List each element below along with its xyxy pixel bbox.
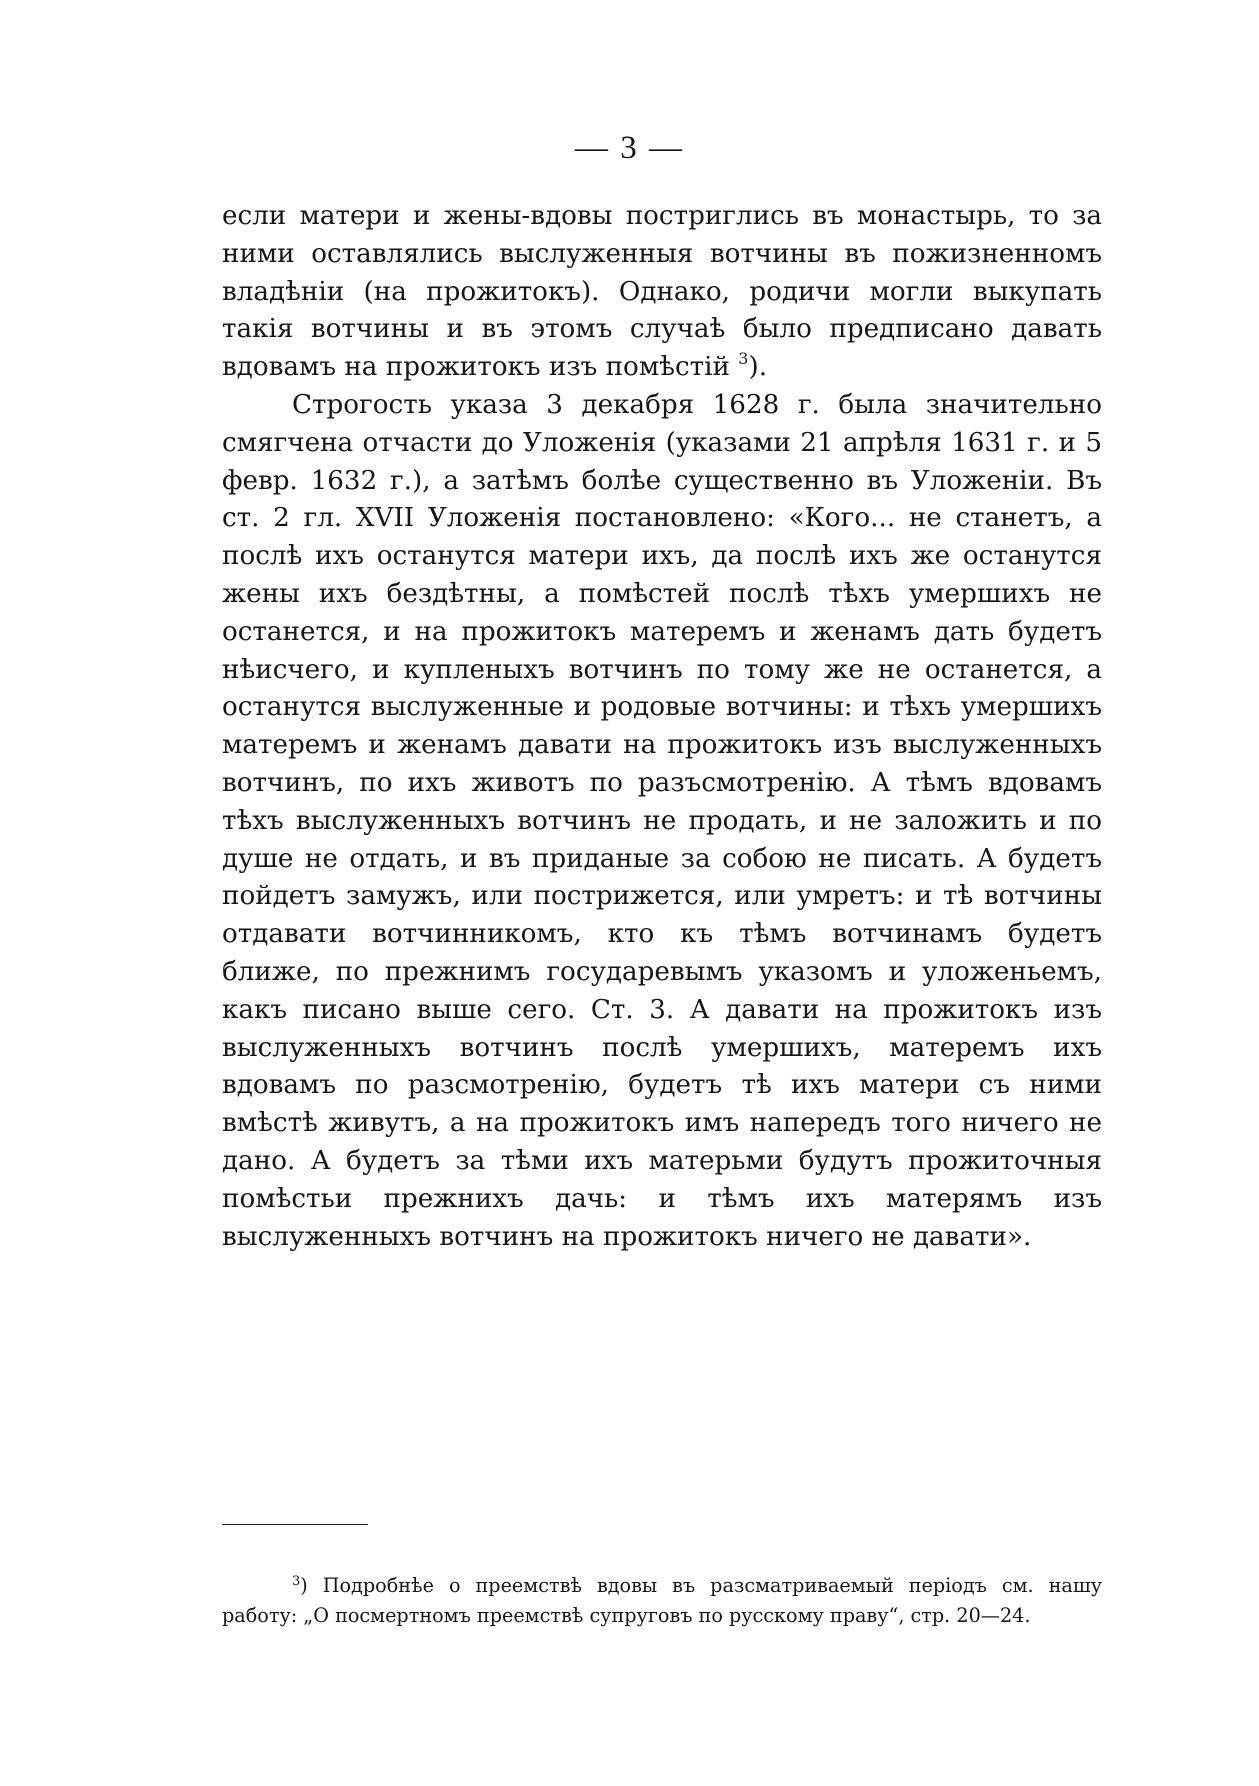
paragraph-1-end: ). <box>748 352 768 383</box>
footnote-mark: 3 <box>292 1574 301 1589</box>
paragraph-1 <box>222 198 1102 387</box>
footnote-text: ) Подробнѣе о преемствѣ вдовы въ разсматриваемый періодъ см. нашу работу: „О посмертномъ преемствѣ супруговъ по русскому праву“, стр. 20—24. <box>222 1574 1102 1627</box>
footnote <box>222 1571 1102 1631</box>
footnote-reference[interactable]: 3 <box>738 349 749 369</box>
paragraph-1-text: если матери и жены-вдовы постриглись въ монастырь, то за ними оставлялись выслуженныя вотчины въ пожизненномъ владѣніи (на прожитокъ). Однако, родичи могли выкупать такія вотчины и въ этомъ случаѣ было предписано давать вдовамъ на прожитокъ изъ помѣстій <box>222 201 1102 383</box>
paragraph-2: Строгость указа 3 декабря 1628 г. была значительно смягчена отчасти до Уложенія (указами 21 апрѣля 1631 г. и 5 февр. 1632 г.), а затѣмъ болѣе существенно въ Уложеніи. Въ ст. 2 гл. XVII Уложенія постановлено: «Кого... не станетъ, а послѣ ихъ останутся матери ихъ, да послѣ ихъ же останутся жены ихъ бездѣтны, а помѣстей послѣ тѣхъ умершихъ не останется, и на прожитокъ матеремъ и женамъ дать будетъ нѣисчего, и купленыхъ вотчинъ по тому же не останется, а останутся выслуженные и родовые вотчины: и тѣхъ умершихъ матеремъ и женамъ давати на прожитокъ изъ выслуженныхъ вотчинъ, по ихъ животъ по разъсмотренію. А тѣмъ вдовамъ тѣхъ выслуженныхъ вотчинъ не продать, и не заложить и по душе не отдать, и въ приданые за собою не писать. А будетъ пойдетъ замужъ, или пострижется, или умретъ: и тѣ вотчины отдавати вотчинникомъ, кто къ тѣмъ вотчинамъ будетъ ближе, по прежнимъ государевымъ указомъ и уложеньемъ, какъ писано выше сего. Ст. 3. А давати на прожитокъ изъ выслуженныхъ вотчинъ послѣ умершихъ, матеремъ ихъ вдовамъ по разсмотренію, будетъ тѣ ихъ матери съ ними вмѣстѣ живутъ, а на прожитокъ имъ напередъ того ничего не дано. А будетъ за тѣми ихъ матерьми будутъ прожиточныя помѣстьи прежнихъ дачь: и тѣмъ ихъ матерямъ изъ выслуженныхъ вотчинъ на прожитокъ ничего не давати». <box>222 389 1102 1252</box>
main-text <box>222 198 1102 1256</box>
page-number: — 3 — <box>575 130 684 166</box>
footnote-divider <box>222 1524 368 1525</box>
